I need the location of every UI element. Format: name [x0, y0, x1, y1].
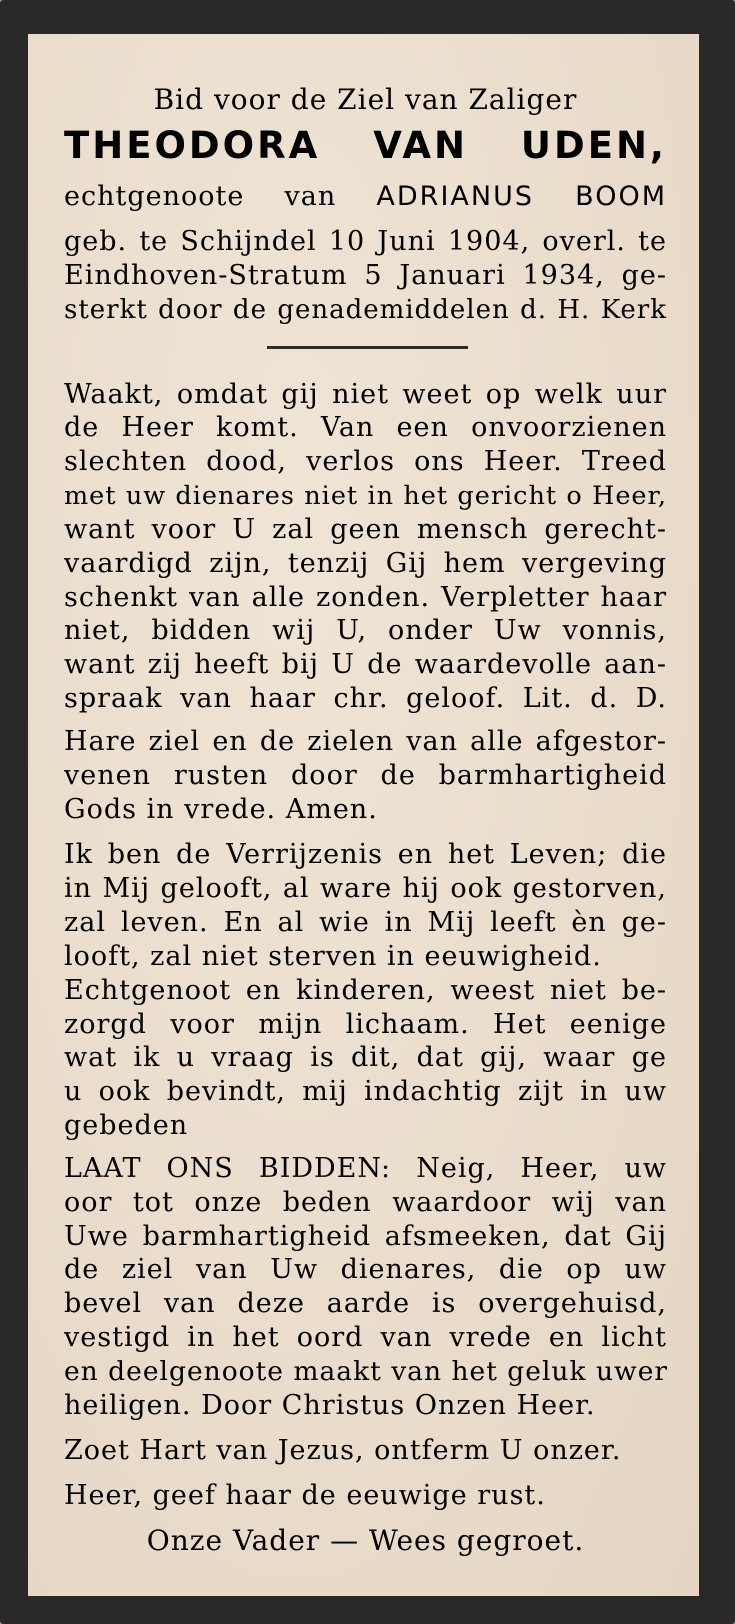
prayer-line: zal leven. En al wie in Mij leeft èn ge- [64, 907, 667, 938]
prayer-line: u ook bevindt, mij indachtig zijt in uw [64, 1076, 667, 1107]
prayer-line: vaardigd zijn, tenzij Gij hem vergeving [64, 548, 667, 579]
prayer-line: oor tot onze beden waardoor wij van [64, 1187, 667, 1218]
prayer-line: Hare ziel en de zielen van alle afgestor- [64, 726, 667, 757]
prayer-line: schenkt van alle zonden. Verpletter haar [64, 582, 667, 613]
bio-line: sterkt door de genademiddelen d. H. Kerk [64, 295, 667, 325]
prayer-line: de Heer komt. Van een onvoorzienen [64, 412, 667, 443]
bio-line: geb. te Schijndel 10 Juni 1904, overl. te [64, 226, 667, 257]
prayer-line: looft, zal niet sterven in eeuwigheid. [64, 941, 602, 972]
prayer-line: venen rusten door de barmhartigheid [64, 760, 667, 791]
prayer-line: wat ik u vraag is dit, dat gij, waar ge [64, 1042, 667, 1073]
prayer-line: met uw dienares niet in het gericht o Heer, [64, 481, 667, 511]
prayer-line: want zij heeft bij U de waardevolle aan- [64, 649, 667, 680]
closing-line: Onze Vader — Wees gegroet. [146, 1524, 585, 1557]
prayer-line: bevel van deze aarde is overgehuisd, [64, 1288, 667, 1319]
prayer-line: spraak van haar chr. geloof. Lit. d. D. [64, 683, 667, 714]
prayer-line: LAAT ONS BIDDEN: Neig, Heer, uw [64, 1153, 667, 1184]
prayer-line: Gods in vrede. Amen. [64, 794, 378, 825]
spouse-name: ADRIANUS BOOM [376, 181, 667, 212]
prayer-line: zorgd voor mijn lichaam. Het eenige [64, 1009, 667, 1040]
prayer-line: Heer, geef haar de eeuwige rust. [64, 1480, 546, 1511]
intro-line: Bid voor de Ziel van Zaliger [153, 83, 578, 116]
prayer-line: gebeden [64, 1110, 189, 1141]
prayer-line: niet, bidden wij U, onder Uw vonnis, [64, 615, 667, 646]
prayer-line: Zoet Hart van Jezus, ontferm U onzer. [64, 1435, 622, 1466]
bio-line: Eindhoven-Stratum 5 Januari 1934, ge- [64, 260, 667, 291]
spouse-prefix: echtgenoote van [64, 181, 337, 212]
prayer-line: want voor U zal geen mensch gerecht- [64, 514, 667, 545]
prayer-line: Echtgenoot en kinderen, weest niet be- [64, 975, 667, 1006]
prayer-line: Waakt, omdat gij niet weet op welk uur [64, 379, 667, 410]
prayer-line: Uwe barmhartigheid afsmeeken, dat Gij [64, 1221, 667, 1252]
divider-rule [267, 346, 468, 349]
prayer-line: in Mij gelooft, al ware hij ook gestorven, [64, 873, 667, 904]
prayer-line: slechten dood, verlos ons Heer. Treed [64, 446, 667, 477]
prayer-line: Ik ben de Verrijzenis en het Leven; die [64, 839, 667, 870]
prayer-line: en deelgenoote maakt van het geluk uwer [64, 1356, 669, 1387]
prayer-line: heiligen. Door Christus Onzen Heer. [64, 1390, 596, 1421]
spouse-line [64, 180, 667, 214]
prayer-line: vestigd in het oord van vrede en licht [64, 1322, 667, 1353]
deceased-name: THEODORA VAN UDEN, [64, 124, 667, 167]
prayer-line: de ziel van Uw dienares, die op uw [64, 1254, 667, 1285]
